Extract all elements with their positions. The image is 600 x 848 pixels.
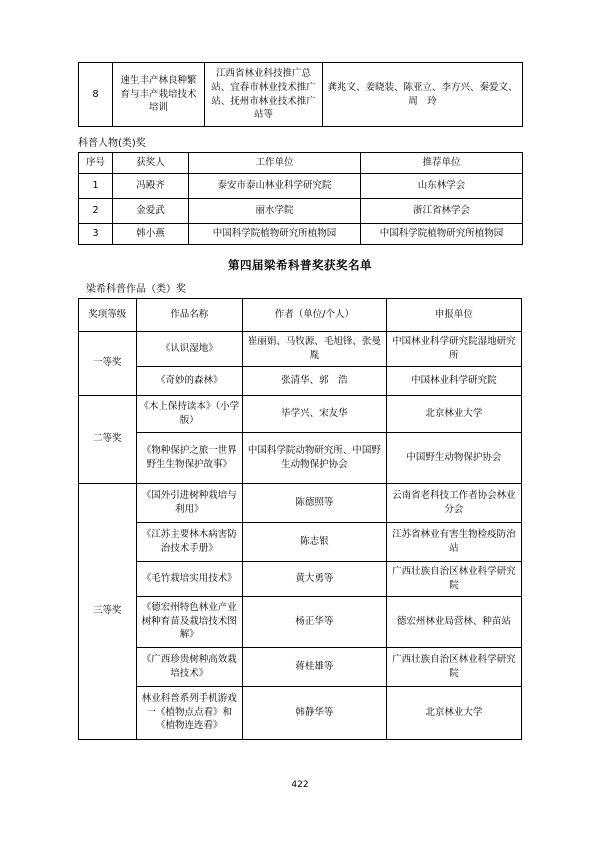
row-author: 中国科学院动物研究所、中国野生动物保护协会: [242, 432, 386, 483]
row-author: 毕学兴、宋友华: [242, 395, 386, 432]
promotion-table: [78, 62, 523, 127]
header-no: 序号: [79, 153, 113, 174]
row-number: 2: [79, 198, 113, 223]
table-row: [79, 223, 523, 244]
table-row: [79, 198, 523, 223]
row-applicant: 江苏省林业有害生物检疫防治站: [386, 522, 521, 561]
row-unit: 江西省林业科技推广总站、宜春市林业技术推广站、抚州市林业技术推广站等: [205, 63, 323, 127]
table-row: [79, 395, 522, 432]
row-work: 林业科普系列手机游戏一《植物点点看》和《植物连连看》: [136, 686, 242, 739]
row-name: 冯殿齐: [113, 173, 189, 198]
row-recommender: 山东林学会: [361, 173, 523, 198]
header-author: 作者（单位/个人）: [242, 298, 386, 331]
header-grade: 奖项等级: [79, 298, 137, 331]
section-title-people: 科普人物(类)奖: [78, 138, 146, 150]
row-author: 崔丽娟、马牧源、毛旭锋、张曼胤: [242, 331, 386, 366]
row-work: 《物种保护之旅一世界野生生物保护故事》: [136, 432, 242, 483]
table-header-row: [79, 153, 523, 174]
row-work: 《国外引进树种栽培与利用》: [136, 483, 242, 522]
row-number: 3: [79, 223, 113, 244]
table-row: [79, 173, 523, 198]
table-row: [79, 561, 522, 596]
row-work: 《德宏州特色林业产业树种育苗及栽培技术图解》: [136, 596, 242, 647]
table-row: [79, 596, 522, 647]
row-people: 龚兆文、姜晓装、陈亚立、李方兴、秦爱文、周 玲: [323, 63, 523, 127]
page-number: 422: [291, 780, 309, 790]
header-work: 作品名称: [136, 298, 242, 331]
row-author: 韩静华等: [242, 686, 386, 739]
row-author: 杨正华等: [242, 596, 386, 647]
table-row: [79, 63, 523, 127]
row-author: 蒋桂雄等: [242, 647, 386, 686]
row-grade: 二等奖: [79, 395, 137, 483]
row-name: 韩小燕: [113, 223, 189, 244]
row-unit: 泰安市泰山林业科学研究院: [189, 173, 361, 198]
row-applicant: 北京林业大学: [386, 686, 521, 739]
header-applicant: 申报单位: [386, 298, 521, 331]
row-number: 8: [79, 63, 113, 127]
section-title-works: 梁希科普作品（类）奖: [86, 283, 186, 295]
header-unit: 工作单位: [189, 153, 361, 174]
row-work: 《江苏主要林木病害防治技术手册》: [136, 522, 242, 561]
row-work: 《毛竹栽培实用技术》: [136, 561, 242, 596]
works-award-table: [78, 298, 522, 740]
row-applicant: 云南省老科技工作者协会林业分会: [386, 483, 521, 522]
table-row: [79, 366, 522, 395]
row-author: 陈德照等: [242, 483, 386, 522]
people-award-table: [78, 152, 523, 245]
table-header-row: [79, 298, 522, 331]
row-author: 陈志银: [242, 522, 386, 561]
row-work: 《木上保持读本》（小学版）: [136, 395, 242, 432]
row-name: 金爱武: [113, 198, 189, 223]
row-applicant: 广西壮族自治区林业科学研究院: [386, 561, 521, 596]
table-row: [79, 483, 522, 522]
page-title: 第四届梁希科普奖获奖名单: [228, 257, 372, 272]
row-unit: 丽水学院: [189, 198, 361, 223]
table-row: [79, 522, 522, 561]
table-row: [79, 432, 522, 483]
page-content: [78, 62, 522, 740]
row-work: 《广西珍贵树种高效栽培技术》: [136, 647, 242, 686]
row-applicant: 中国林业科学研究院湿地研究所: [386, 331, 521, 366]
row-author: 黄大勇等: [242, 561, 386, 596]
table-row: [79, 647, 522, 686]
row-project: 速生丰产林良种繁育与丰产栽培技术培训: [113, 63, 205, 127]
row-author: 张清华、郭 浩: [242, 366, 386, 395]
row-recommender: 浙江省林学会: [361, 198, 523, 223]
row-grade: 一等奖: [79, 331, 137, 395]
table-row: [79, 686, 522, 739]
row-applicant: 广西壮族自治区林业科学研究院: [386, 647, 521, 686]
row-unit: 中国科学院植物研究所植物园: [189, 223, 361, 244]
row-number: 1: [79, 173, 113, 198]
row-work: 《认识湿地》: [136, 331, 242, 366]
header-name: 获奖人: [113, 153, 189, 174]
row-grade: 三等奖: [79, 483, 137, 739]
row-applicant: 北京林业大学: [386, 395, 521, 432]
table-row: [79, 331, 522, 366]
row-applicant: 中国野生动物保护协会: [386, 432, 521, 483]
row-work: 《奇妙的森林》: [136, 366, 242, 395]
row-recommender: 中国科学院植物研究所植物园: [361, 223, 523, 244]
row-applicant: 德宏州林业局营林、种苗站: [386, 596, 521, 647]
row-applicant: 中国林业科学研究院: [386, 366, 521, 395]
header-recommender: 推荐单位: [361, 153, 523, 174]
